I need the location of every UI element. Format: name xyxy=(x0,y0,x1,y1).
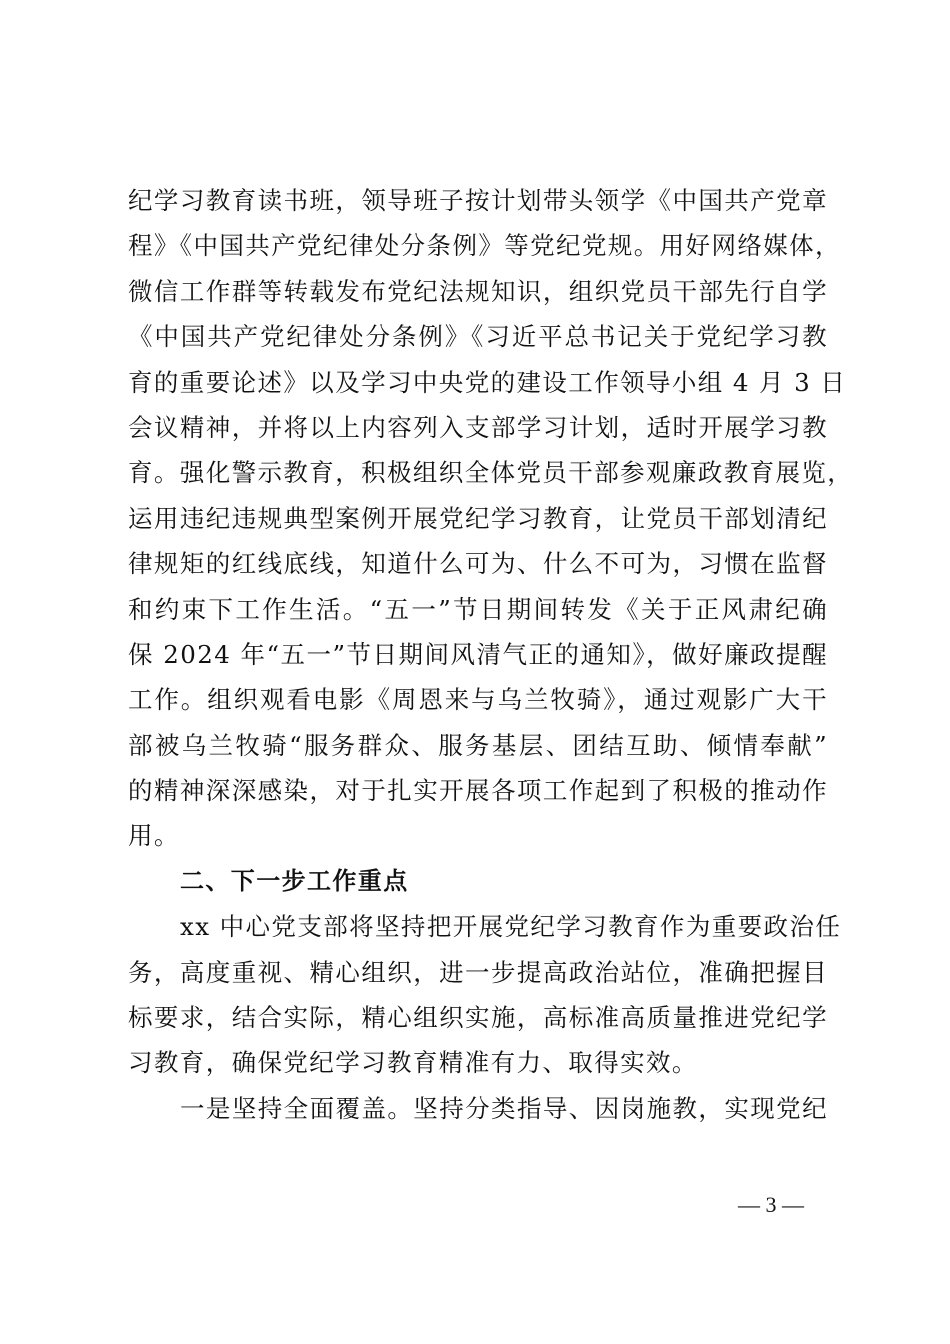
text-line: 程》《中国共产党纪律处分条例》等党纪党规。用好网络媒体， xyxy=(128,231,841,261)
text-line: 运用违纪违规典型案例开展党纪学习教育，让党员干部划清纪 xyxy=(128,503,828,533)
text-line: 标要求，结合实际，精心组织实施，高标准高质量推进党纪学 xyxy=(128,1003,828,1033)
paragraph-plan xyxy=(128,904,842,1086)
text-line: 律规矩的红线底线，知道什么可为、什么不可为，习惯在监督 xyxy=(128,549,828,579)
section-heading: 二、下一步工作重点 xyxy=(180,866,409,895)
text-line: 会议精神，并将以上内容列入支部学习计划，适时开展学习教 xyxy=(128,412,828,442)
paragraph-first-point xyxy=(128,1086,828,1131)
text-line: 习教育，确保党纪学习教育精准有力、取得实效。 xyxy=(128,1048,698,1078)
text-line: 育的重要论述》以及学习中央党的建设工作领导小组 4 月 3 日 xyxy=(128,367,847,397)
text-line: 用。 xyxy=(128,821,180,851)
text-line: 保 2024 年“五一”节日期间风清气正的通知》，做好廉政提醒 xyxy=(128,639,828,669)
paragraph-continued xyxy=(128,178,854,859)
text-line: 《中国共产党纪律处分条例》《习近平总书记关于党纪学习教 xyxy=(128,322,828,352)
text-line: 的精神深深感染，对于扎实开展各项工作起到了积极的推动作 xyxy=(128,776,828,806)
text-line: 和约束下工作生活。“五一”节日期间转发《关于正风肃纪确 xyxy=(128,594,828,624)
text-line: 一是坚持全面覆盖。坚持分类指导、因岗施教，实现党纪 xyxy=(180,1093,828,1123)
text-line: 务，高度重视、精心组织，进一步提高政治站位，准确把握目 xyxy=(128,957,828,987)
page-number: — 3 — xyxy=(738,1192,804,1217)
text-line: 微信工作群等转载发布党纪法规知识，组织党员干部先行自学 xyxy=(128,276,828,306)
body-text xyxy=(128,178,854,1131)
text-line: 育。强化警示教育，积极组织全体党员干部参观廉政教育展览， xyxy=(128,458,854,488)
text-line: 纪学习教育读书班，领导班子按计划带头领学《中国共产党章 xyxy=(128,186,828,215)
text-line: xx 中心党支部将坚持把开展党纪学习教育作为重要政治任 xyxy=(180,912,842,942)
text-line: 部被乌兰牧骑“服务群众、服务基层、团结互助、倾情奉献” xyxy=(128,730,828,760)
text-line: 工作。组织观看电影《周恩来与乌兰牧骑》，通过观影广大干 xyxy=(128,685,828,715)
